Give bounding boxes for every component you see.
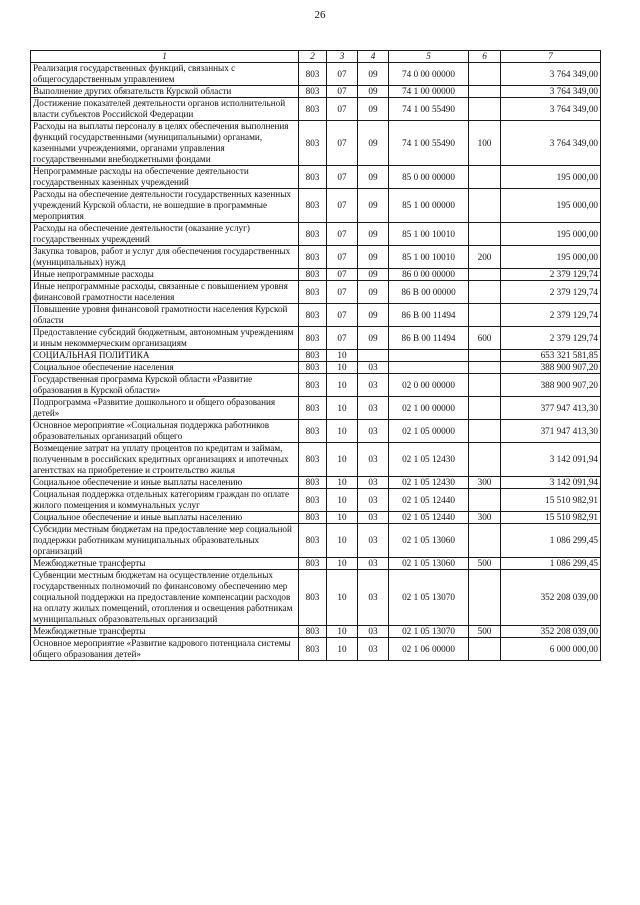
row-rz-cell: 07 — [327, 98, 358, 121]
row-gr-cell: 803 — [299, 626, 327, 638]
row-sum-cell: 2 379 129,74 — [501, 304, 601, 327]
row-csr-cell: 02 0 00 00000 — [389, 374, 469, 397]
row-rz-cell: 10 — [327, 524, 358, 558]
row-pr-cell — [358, 350, 389, 362]
row-pr-cell: 09 — [358, 166, 389, 189]
row-rz-cell: 10 — [327, 489, 358, 512]
row-csr-cell: 74 1 00 55490 — [389, 121, 469, 166]
row-sum-cell: 3 142 091,94 — [501, 443, 601, 477]
table-row — [31, 443, 601, 477]
row-vr-cell — [469, 223, 501, 246]
table-row — [31, 489, 601, 512]
row-sum-cell: 15 510 982,91 — [501, 489, 601, 512]
budget-table — [30, 50, 601, 661]
row-pr-cell: 09 — [358, 246, 389, 269]
row-gr-cell: 803 — [299, 98, 327, 121]
row-csr-cell: 85 1 00 00000 — [389, 189, 469, 223]
row-rz-cell: 07 — [327, 327, 358, 350]
row-sum-cell: 2 379 129,74 — [501, 269, 601, 281]
row-pr-cell: 09 — [358, 121, 389, 166]
row-name-cell: Социальная поддержка отдельных категориям граждан по оплате жилого помещения и коммунальных услуг — [31, 489, 299, 512]
row-pr-cell: 03 — [358, 443, 389, 477]
row-csr-cell: 74 1 00 00000 — [389, 86, 469, 98]
row-gr-cell: 803 — [299, 443, 327, 477]
row-sum-cell: 1 086 299,45 — [501, 524, 601, 558]
row-sum-cell: 3 764 349,00 — [501, 121, 601, 166]
row-rz-cell: 10 — [327, 374, 358, 397]
row-rz-cell: 10 — [327, 558, 358, 570]
row-sum-cell: 377 947 413,30 — [501, 397, 601, 420]
row-vr-cell — [469, 362, 501, 374]
row-rz-cell: 10 — [327, 477, 358, 489]
row-csr-cell: 86 В 00 11494 — [389, 304, 469, 327]
row-vr-cell — [469, 570, 501, 626]
row-name-cell: Основное мероприятие «Развитие кадрового потенциала системы общего образования детей» — [31, 638, 299, 661]
row-gr-cell: 803 — [299, 420, 327, 443]
row-gr-cell: 803 — [299, 558, 327, 570]
table-row — [31, 638, 601, 661]
row-vr-cell: 200 — [469, 246, 501, 269]
row-vr-cell — [469, 269, 501, 281]
row-rz-cell: 10 — [327, 512, 358, 524]
col-header: 5 — [389, 51, 469, 63]
row-vr-cell: 300 — [469, 477, 501, 489]
row-name-cell: Межбюджетные трансферты — [31, 626, 299, 638]
row-gr-cell: 803 — [299, 350, 327, 362]
row-sum-cell: 352 208 039,00 — [501, 626, 601, 638]
table-row — [31, 246, 601, 269]
row-vr-cell — [469, 281, 501, 304]
row-pr-cell: 03 — [358, 626, 389, 638]
row-rz-cell: 10 — [327, 350, 358, 362]
row-gr-cell: 803 — [299, 223, 327, 246]
row-sum-cell: 1 086 299,45 — [501, 558, 601, 570]
row-csr-cell: 86 0 00 00000 — [389, 269, 469, 281]
row-vr-cell — [469, 189, 501, 223]
row-rz-cell: 07 — [327, 281, 358, 304]
row-name-cell: Социальное обеспечение населения — [31, 362, 299, 374]
table-row — [31, 397, 601, 420]
row-gr-cell: 803 — [299, 638, 327, 661]
row-gr-cell: 803 — [299, 524, 327, 558]
row-gr-cell: 803 — [299, 281, 327, 304]
row-sum-cell: 195 000,00 — [501, 223, 601, 246]
row-pr-cell: 09 — [358, 98, 389, 121]
row-name-cell: Социальное обеспечение и иные выплаты населению — [31, 477, 299, 489]
row-name-cell: Непрограммные расходы на обеспечение деятельности государственных казенных учреждений — [31, 166, 299, 189]
row-csr-cell: 86 В 00 00000 — [389, 281, 469, 304]
row-pr-cell: 03 — [358, 477, 389, 489]
row-gr-cell: 803 — [299, 189, 327, 223]
table-row — [31, 327, 601, 350]
row-csr-cell: 02 1 05 00000 — [389, 420, 469, 443]
table-row — [31, 374, 601, 397]
row-sum-cell: 653 321 581,85 — [501, 350, 601, 362]
table-row — [31, 166, 601, 189]
row-name-cell: Предоставление субсидий бюджетным, автономным учреждениям и иным некоммерческим организациям — [31, 327, 299, 350]
row-vr-cell — [469, 443, 501, 477]
row-gr-cell: 803 — [299, 63, 327, 86]
row-name-cell: Государственная программа Курской области «Развитие образования в Курской области» — [31, 374, 299, 397]
row-csr-cell: 02 1 05 13060 — [389, 558, 469, 570]
row-rz-cell: 07 — [327, 223, 358, 246]
row-rz-cell: 10 — [327, 397, 358, 420]
row-name-cell: Повышение уровня финансовой грамотности населения Курской области — [31, 304, 299, 327]
row-gr-cell: 803 — [299, 362, 327, 374]
row-vr-cell: 500 — [469, 626, 501, 638]
row-gr-cell: 803 — [299, 374, 327, 397]
row-gr-cell: 803 — [299, 570, 327, 626]
row-name-cell: СОЦИАЛЬНАЯ ПОЛИТИКА — [31, 350, 299, 362]
row-rz-cell: 10 — [327, 638, 358, 661]
table-row — [31, 304, 601, 327]
row-csr-cell: 86 В 00 11494 — [389, 327, 469, 350]
row-sum-cell: 3 764 349,00 — [501, 86, 601, 98]
row-pr-cell: 03 — [358, 374, 389, 397]
row-rz-cell: 10 — [327, 362, 358, 374]
row-name-cell: Основное мероприятие «Социальная поддержка работников образовательных организаций общего — [31, 420, 299, 443]
row-csr-cell: 85 1 00 10010 — [389, 223, 469, 246]
row-pr-cell: 09 — [358, 304, 389, 327]
row-rz-cell: 07 — [327, 269, 358, 281]
row-name-cell: Возмещение затрат на уплату процентов по кредитам и займам, полученным в российских кредитных организациях и ипотечных агентствах на приобретение и строительство жилья — [31, 443, 299, 477]
table-row — [31, 269, 601, 281]
row-rz-cell: 10 — [327, 626, 358, 638]
row-rz-cell: 07 — [327, 166, 358, 189]
row-pr-cell: 09 — [358, 327, 389, 350]
row-vr-cell — [469, 489, 501, 512]
table-row — [31, 558, 601, 570]
row-csr-cell: 02 1 05 12440 — [389, 512, 469, 524]
row-csr-cell: 74 0 00 00000 — [389, 63, 469, 86]
row-vr-cell — [469, 86, 501, 98]
row-rz-cell: 07 — [327, 86, 358, 98]
row-name-cell: Межбюджетные трансферты — [31, 558, 299, 570]
row-vr-cell: 100 — [469, 121, 501, 166]
row-rz-cell: 10 — [327, 570, 358, 626]
row-gr-cell: 803 — [299, 477, 327, 489]
row-vr-cell: 500 — [469, 558, 501, 570]
row-pr-cell: 09 — [358, 189, 389, 223]
row-csr-cell: 85 0 00 00000 — [389, 166, 469, 189]
row-vr-cell — [469, 304, 501, 327]
table-row — [31, 98, 601, 121]
row-pr-cell: 03 — [358, 489, 389, 512]
table-row — [31, 86, 601, 98]
row-csr-cell: 02 1 05 12430 — [389, 443, 469, 477]
row-gr-cell: 803 — [299, 327, 327, 350]
row-csr-cell: 02 1 05 13070 — [389, 570, 469, 626]
table-row — [31, 626, 601, 638]
table-row — [31, 420, 601, 443]
row-rz-cell: 07 — [327, 121, 358, 166]
row-pr-cell: 09 — [358, 281, 389, 304]
row-gr-cell: 803 — [299, 489, 327, 512]
row-vr-cell — [469, 397, 501, 420]
row-name-cell: Социальное обеспечение и иные выплаты населению — [31, 512, 299, 524]
row-rz-cell: 07 — [327, 63, 358, 86]
row-rz-cell: 10 — [327, 443, 358, 477]
row-rz-cell: 07 — [327, 246, 358, 269]
row-csr-cell — [389, 362, 469, 374]
row-sum-cell: 195 000,00 — [501, 166, 601, 189]
row-sum-cell: 388 900 907,20 — [501, 362, 601, 374]
table-row — [31, 477, 601, 489]
row-sum-cell: 352 208 039,00 — [501, 570, 601, 626]
table-row — [31, 121, 601, 166]
row-sum-cell: 195 000,00 — [501, 246, 601, 269]
row-pr-cell: 03 — [358, 570, 389, 626]
row-pr-cell: 09 — [358, 269, 389, 281]
row-vr-cell — [469, 524, 501, 558]
col-header: 7 — [501, 51, 601, 63]
row-rz-cell: 07 — [327, 189, 358, 223]
row-name-cell: Расходы на выплаты персоналу в целях обеспечения выполнения функций государственными (муниципальными) органами, казенными учреждениями, органами управления государственными внебюджетными фондами — [31, 121, 299, 166]
row-csr-cell: 02 1 05 12440 — [389, 489, 469, 512]
row-gr-cell: 803 — [299, 246, 327, 269]
row-sum-cell: 2 379 129,74 — [501, 327, 601, 350]
row-pr-cell: 03 — [358, 362, 389, 374]
row-vr-cell — [469, 63, 501, 86]
row-pr-cell: 03 — [358, 397, 389, 420]
row-sum-cell: 371 947 413,30 — [501, 420, 601, 443]
row-sum-cell: 388 900 907,20 — [501, 374, 601, 397]
row-csr-cell — [389, 350, 469, 362]
col-header: 3 — [327, 51, 358, 63]
row-csr-cell: 02 1 05 13060 — [389, 524, 469, 558]
row-csr-cell: 02 1 00 00000 — [389, 397, 469, 420]
row-name-cell: Расходы на обеспечение деятельности государственных казенных учреждений Курской области, не вошедшие в программные мероприятия — [31, 189, 299, 223]
row-vr-cell — [469, 638, 501, 661]
row-rz-cell: 10 — [327, 420, 358, 443]
row-vr-cell — [469, 98, 501, 121]
row-sum-cell: 3 764 349,00 — [501, 63, 601, 86]
row-csr-cell: 02 1 06 00000 — [389, 638, 469, 661]
row-name-cell: Закупка товаров, работ и услуг для обеспечения государственных (муниципальных) нужд — [31, 246, 299, 269]
row-pr-cell: 03 — [358, 512, 389, 524]
col-header: 4 — [358, 51, 389, 63]
row-vr-cell — [469, 166, 501, 189]
table-row — [31, 524, 601, 558]
row-vr-cell: 600 — [469, 327, 501, 350]
row-name-cell: Выполнение других обязательств Курской области — [31, 86, 299, 98]
row-gr-cell: 803 — [299, 121, 327, 166]
row-name-cell: Расходы на обеспечение деятельности (оказание услуг) государственных учреждений — [31, 223, 299, 246]
row-name-cell: Подпрограмма «Развитие дошкольного и общего образования детей» — [31, 397, 299, 420]
table-row — [31, 189, 601, 223]
row-name-cell: Субвенции местным бюджетам на осуществление отдельных государственных полномочий по финансовому обеспечению мер социальной поддержки на предоставление компенсации расходов на оплату жилых помещений, отопления и освещения работникам муниципальных образовательных организаций — [31, 570, 299, 626]
row-pr-cell: 03 — [358, 638, 389, 661]
table-row — [31, 63, 601, 86]
row-sum-cell: 3 764 349,00 — [501, 98, 601, 121]
row-name-cell: Иные непрограммные расходы, связанные с повышением уровня финансовой грамотности населения — [31, 281, 299, 304]
row-pr-cell: 09 — [358, 86, 389, 98]
row-gr-cell: 803 — [299, 512, 327, 524]
row-csr-cell: 74 1 00 55490 — [389, 98, 469, 121]
table-row — [31, 281, 601, 304]
table-row — [31, 350, 601, 362]
row-name-cell: Иные непрограммные расходы — [31, 269, 299, 281]
row-rz-cell: 07 — [327, 304, 358, 327]
row-pr-cell: 09 — [358, 63, 389, 86]
row-name-cell: Субсидии местным бюджетам на предоставление мер социальной поддержки работникам муниципальных образовательных организаций — [31, 524, 299, 558]
row-pr-cell: 09 — [358, 223, 389, 246]
row-sum-cell: 195 000,00 — [501, 189, 601, 223]
row-pr-cell: 03 — [358, 420, 389, 443]
row-name-cell: Достижение показателей деятельности органов исполнительной власти субъектов Российской Федерации — [31, 98, 299, 121]
table-row — [31, 512, 601, 524]
page-number: 26 — [314, 9, 326, 21]
row-vr-cell: 300 — [469, 512, 501, 524]
row-gr-cell: 803 — [299, 166, 327, 189]
row-gr-cell: 803 — [299, 397, 327, 420]
table-row — [31, 223, 601, 246]
row-csr-cell: 02 1 05 13070 — [389, 626, 469, 638]
row-sum-cell: 6 000 000,00 — [501, 638, 601, 661]
table-row — [31, 362, 601, 374]
row-pr-cell: 03 — [358, 524, 389, 558]
row-gr-cell: 803 — [299, 86, 327, 98]
row-vr-cell — [469, 350, 501, 362]
col-header: 2 — [299, 51, 327, 63]
row-name-cell: Реализация государственных функций, связанных с общегосударственным управлением — [31, 63, 299, 86]
row-sum-cell: 2 379 129,74 — [501, 281, 601, 304]
row-pr-cell: 03 — [358, 558, 389, 570]
row-vr-cell — [469, 420, 501, 443]
row-csr-cell: 85 1 00 10010 — [389, 246, 469, 269]
row-vr-cell — [469, 374, 501, 397]
table-row — [31, 570, 601, 626]
row-csr-cell: 02 1 05 12430 — [389, 477, 469, 489]
header-row — [31, 51, 601, 63]
row-gr-cell: 803 — [299, 304, 327, 327]
col-header: 6 — [469, 51, 501, 63]
row-sum-cell: 15 510 982,91 — [501, 512, 601, 524]
row-gr-cell: 803 — [299, 269, 327, 281]
row-sum-cell: 3 142 091,94 — [501, 477, 601, 489]
col-header: 1 — [31, 51, 299, 63]
